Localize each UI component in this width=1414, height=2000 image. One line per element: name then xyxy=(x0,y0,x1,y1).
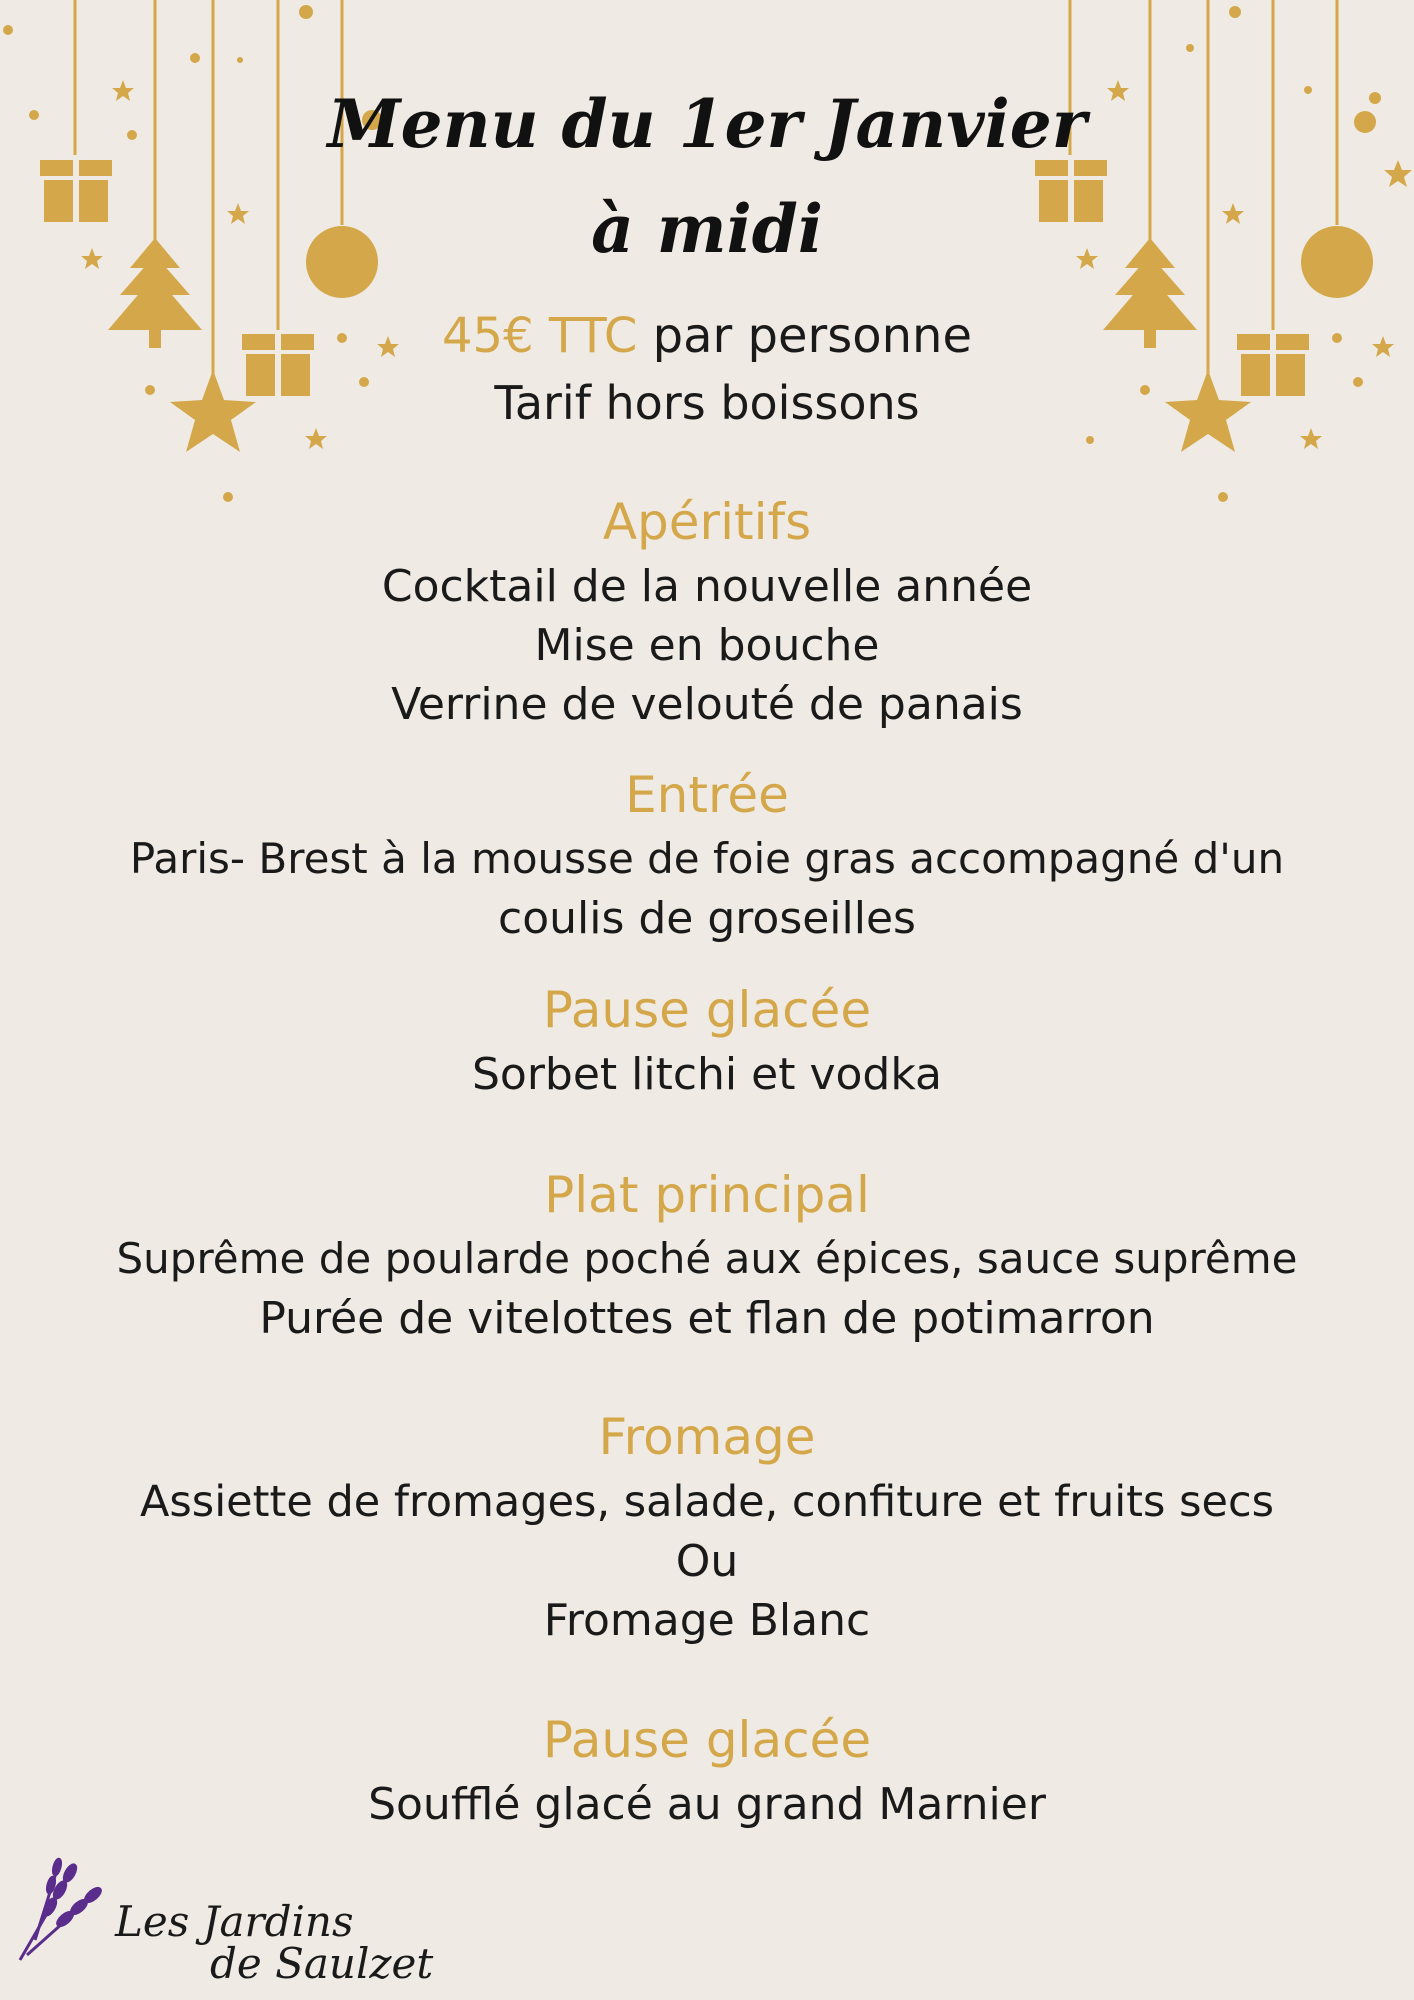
menu-item: Assiette de fromages, salade, confiture et fruits secs xyxy=(139,1477,1275,1527)
section-heading: Plat principal xyxy=(544,1166,870,1224)
section-heading: Entrée xyxy=(625,766,789,824)
section-heading: Pause glacée xyxy=(542,1711,872,1769)
menu-item: Soufflé glacé au grand Marnier xyxy=(368,1779,1046,1830)
price-amount: 45€ TTC xyxy=(442,308,638,364)
price-note: Tarif hors boissons xyxy=(494,376,920,430)
lavender-icon xyxy=(15,1855,115,1965)
section-heading: Pause glacée xyxy=(542,981,872,1039)
price-suffix: par personne xyxy=(652,308,972,364)
logo-line2: de Saulzet xyxy=(210,1939,434,1988)
menu-item: Mise en bouche xyxy=(534,620,880,671)
logo-line1: Les Jardins xyxy=(115,1897,354,1946)
menu-subtitle: à midi xyxy=(591,190,823,268)
section-heading: Apéritifs xyxy=(602,493,812,551)
menu-item: coulis de groseilles xyxy=(498,893,916,944)
price-line xyxy=(0,308,1414,364)
menu-item: Purée de vitelottes et flan de potimarron xyxy=(259,1293,1155,1344)
section-heading: Fromage xyxy=(598,1408,816,1466)
menu-item: Paris- Brest à la mousse de foie gras accompagné d'un xyxy=(129,834,1285,883)
menu-item: Ou xyxy=(675,1536,739,1587)
menu-item: Verrine de velouté de panais xyxy=(391,679,1023,730)
menu-item: Fromage Blanc xyxy=(543,1595,871,1646)
menu-title: Menu du 1er Janvier xyxy=(327,85,1087,163)
menu-item: Suprême de poularde poché aux épices, sauce suprême xyxy=(116,1234,1298,1283)
menu-item: Cocktail de la nouvelle année xyxy=(381,561,1033,612)
menu-item: Sorbet litchi et vodka xyxy=(471,1049,943,1100)
